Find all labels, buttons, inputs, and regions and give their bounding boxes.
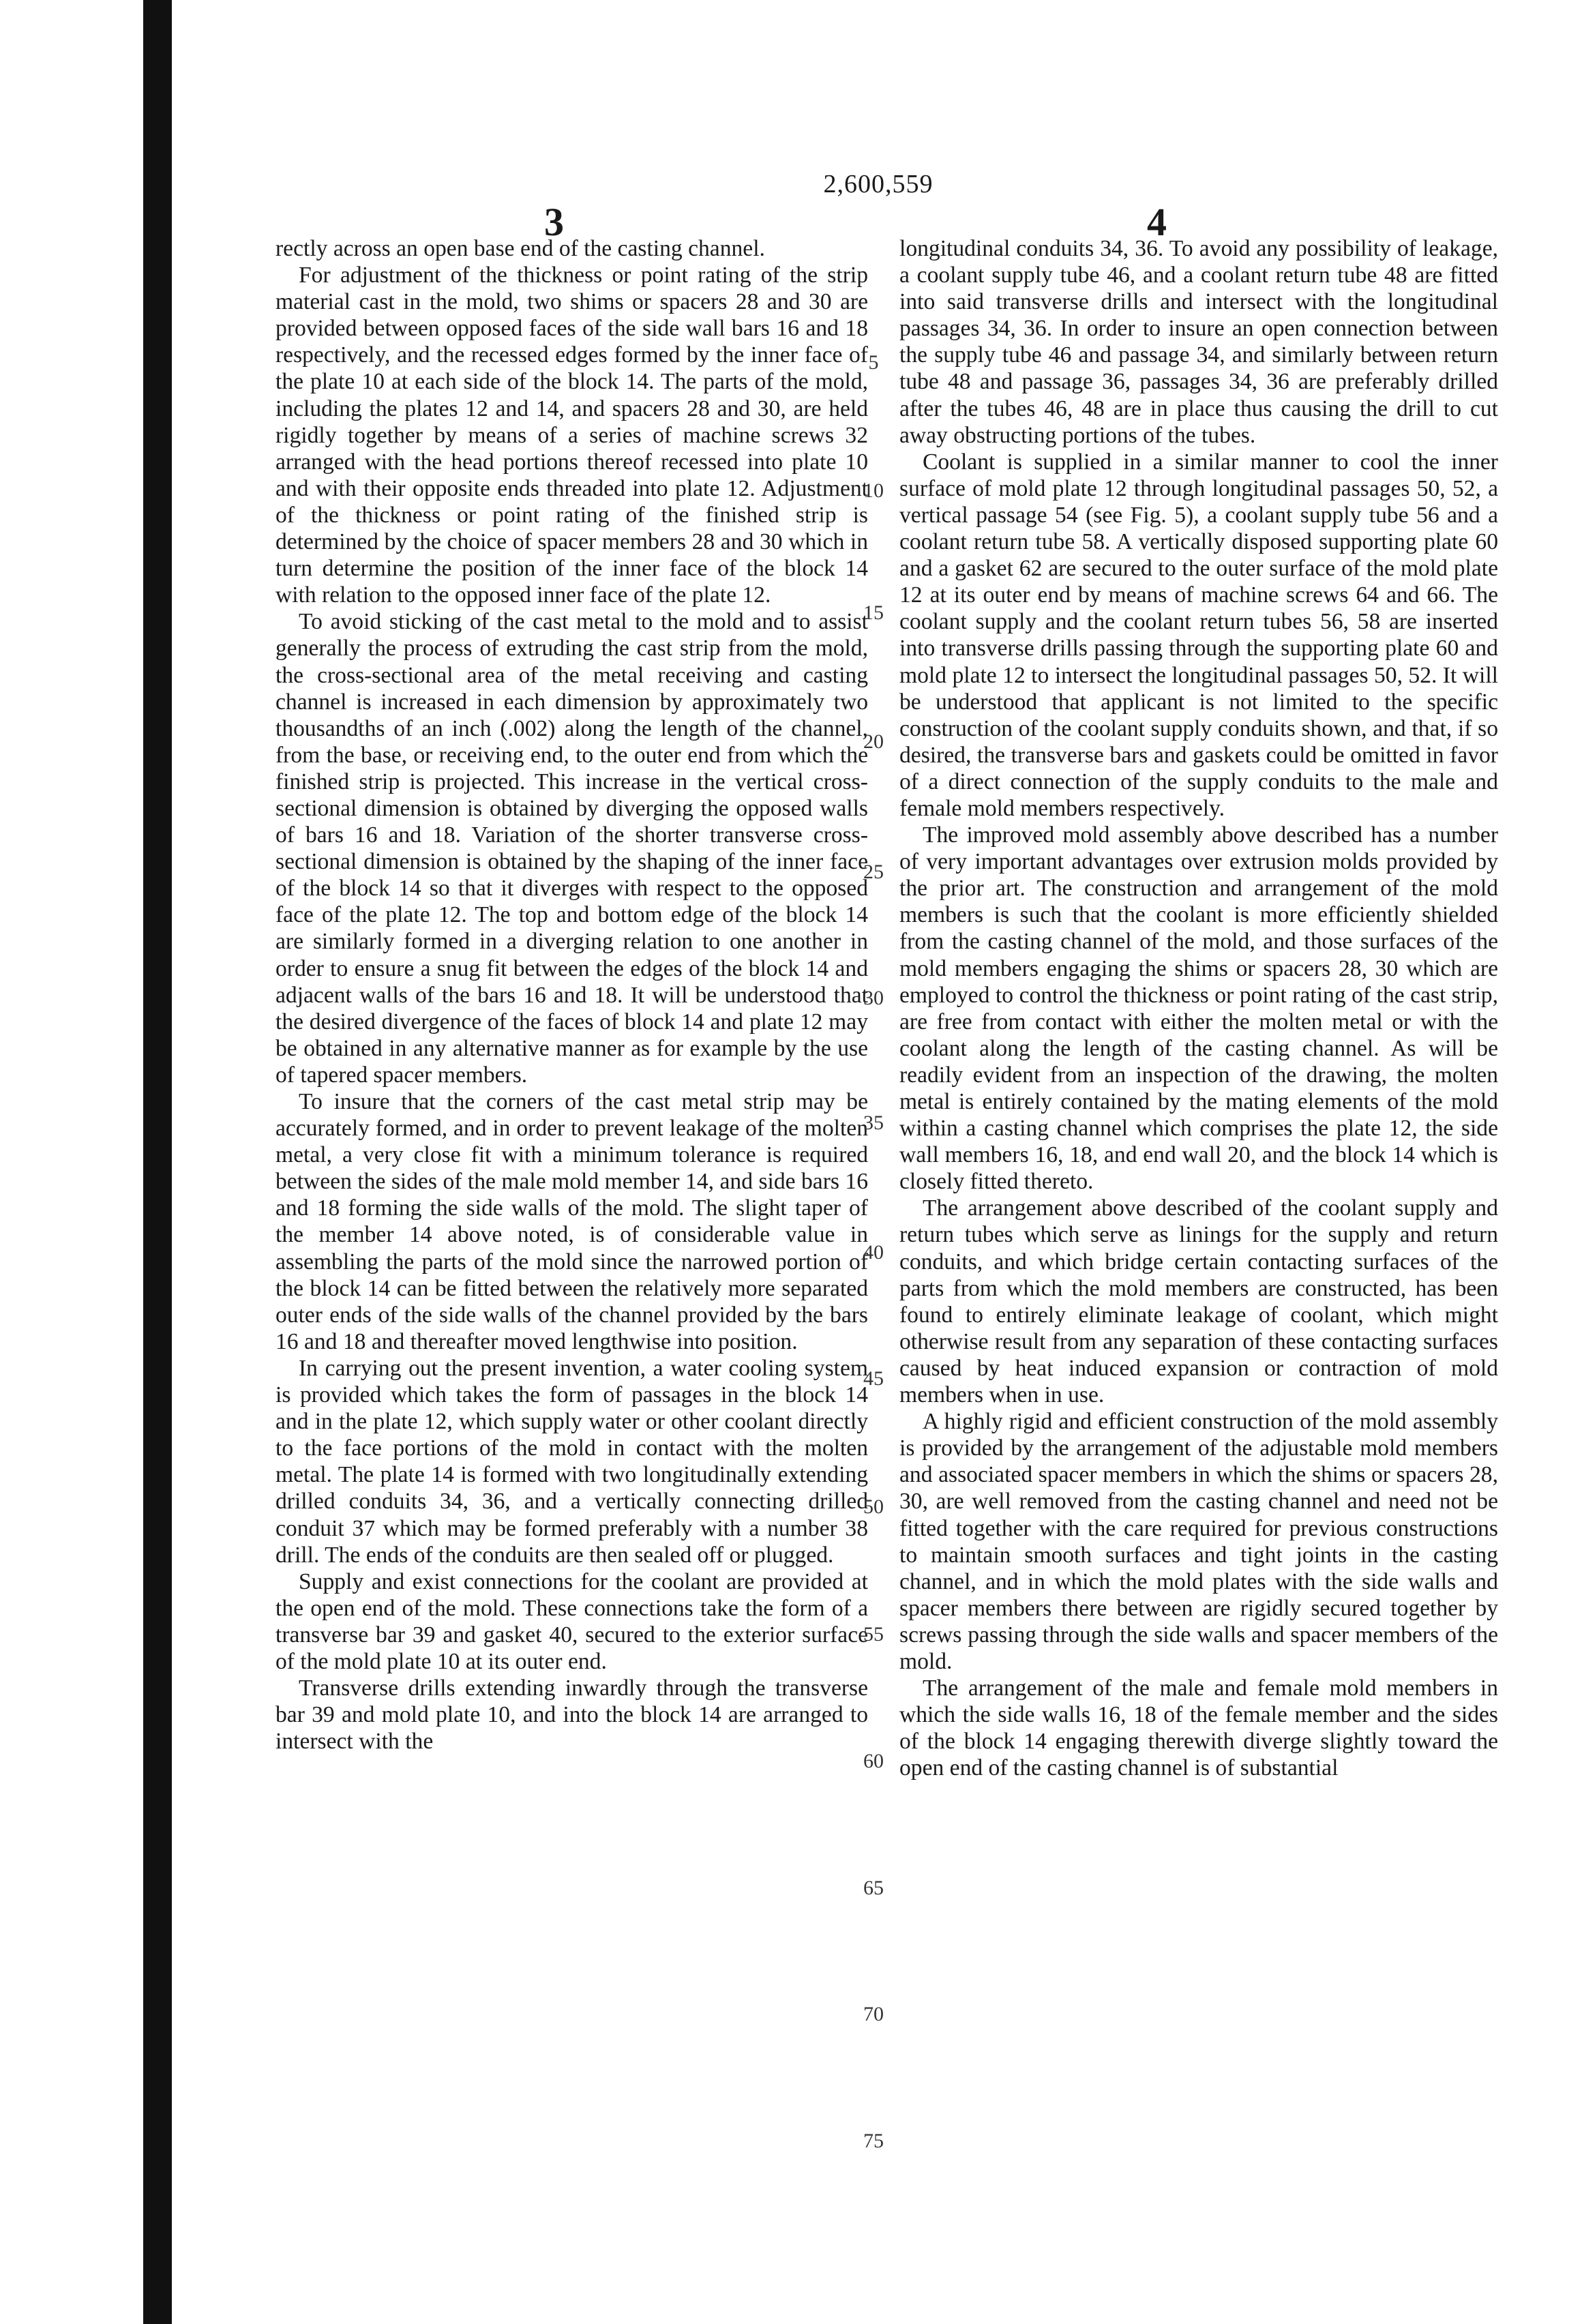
paragraph: The improved mold assembly above described has a number of very important advantages over extrusion molds provided by the prior art. The construction and arrangement of the mold members is such that the coolant is more efficiently shielded from the casting channel of the mold, and those surfaces of the mold members engaging the shims or spacers 28, 30 which are employed to control the thickness or point rating of the cast strip, are free from contact with either the molten metal or with the coolant along the length of the casting channel. As will be readily evident from an inspection of the drawing, the molten metal is entirely contained by the mating elements of the mold within a casting channel which comprises the plate 12, the side wall members 16, 18, and end wall 20, and the block 14 which is closely fitted thereto. xyxy=(899,822,1498,1195)
line-number: 10 xyxy=(863,479,884,502)
left-text-column xyxy=(275,235,868,1755)
paragraph: In carrying out the present invention, a water cooling system is provided which takes the form of passages in the block 14 and in the plate 12, which supply water or other coolant directly to the face portions of the mold in contact with the molten metal. The plate 14 is formed with two longitudinally extending drilled conduits 34, 36, and a vertically connecting drilled conduit 37 which may be formed preferably with a number 38 drill. The ends of the conduits are then sealed off or plugged. xyxy=(275,1355,868,1568)
line-number: 15 xyxy=(863,601,884,624)
line-number: 30 xyxy=(863,987,884,1009)
line-number: 55 xyxy=(863,1623,884,1645)
right-text-column xyxy=(899,235,1498,1781)
paragraph: longitudinal conduits 34, 36. To avoid any possibility of leakage, a coolant supply tube 46, and a coolant return tube 48 are fitted into said transverse drills and intersect with the longitudinal passages 34, 36. In order to insure an open connection between the supply tube 46 and passage 34, and similarly between return tube 48 and passage 36, passages 34, 36 are preferably drilled after the tubes 46, 48 are in place thus causing the drill to cut away obstructing portions of the tubes. xyxy=(899,236,1498,448)
scan-edge-bar xyxy=(143,0,172,2324)
paragraph: Supply and exist connections for the coolant are provided at the open end of the mold. These connections take the form of a transverse bar 39 and gasket 40, secured to the exterior surface of the mold plate 10 at its outer end. xyxy=(275,1568,868,1674)
paragraph: Coolant is supplied in a similar manner to cool the inner surface of mold plate 12 through longitudinal passages 50, 52, a vertical passage 54 (see Fig. 5), a coolant supply tube 56 and a coolant return tube 58. A vertically disposed supporting plate 60 and a gasket 62 are secured to the outer surface of the mold plate 12 at its outer end by means of machine screws 64 and 66. The coolant supply and the coolant return tubes 56, 58 are inserted into transverse drills passing through the supporting plate 60 and mold plate 12 to intersect the longitudinal passages 50, 52. It will be understood that applicant is not limited to the specific construction of the coolant supply conduits shown, and that, if so desired, the transverse bars and gaskets could be omitted in favor of a direct connection of the supply conduits to the male and female mold members respectively. xyxy=(899,449,1498,821)
line-number: 25 xyxy=(863,861,884,883)
line-number: 60 xyxy=(863,1750,884,1772)
line-number: 75 xyxy=(863,2130,884,2152)
line-number: 5 xyxy=(868,351,879,374)
paragraph: The arrangement above described of the coolant supply and return tubes which serve as linings for the supply and return conduits, and which bridge certain contacting surfaces of the parts from which the mold members are constructed, has been found to entirely eliminate leakage of coolant, which might otherwise result from any separation of these contacting surfaces caused by heat induced expansion or contraction of mold members when in use. xyxy=(899,1195,1498,1408)
right-page-number: 4 xyxy=(1147,200,1167,244)
line-number: 70 xyxy=(863,2003,884,2025)
patent-number: 2,600,559 xyxy=(823,170,934,198)
paragraph: To avoid sticking of the cast metal to the mold and to assist generally the process of extruding the cast strip from the mold, the cross-sectional area of the metal receiving and casting channel is increased in each dimension by approximately two thousandths of an inch (.002) along the length of the channel, from the base, or receiving end, to the outer end from which the finished strip is projected. This increase in the vertical cross-sectional dimension is obtained by diverging the opposed walls of bars 16 and 18. Variation of the shorter transverse cross-sectional dimension is obtained by the shaping of the inner face of the block 14 so that it diverges with respect to the opposed face of the plate 12. The top and bottom edge of the block 14 are similarly formed in a diverging relation to one another in order to ensure a snug fit between the edges of the block 14 and adjacent walls of the bars 16 and 18. It will be understood that the desired divergence of the faces of block 14 and plate 12 may be obtained in any alternative manner as for example by the use of tapered spacer members. xyxy=(275,609,868,1088)
paragraph: The arrangement of the male and female mold members in which the side walls 16, 18 of the female member and the sides of the block 14 engaging therewith diverge slightly toward the open end of the casting channel is of substantial xyxy=(899,1675,1498,1781)
paragraph: A highly rigid and efficient construction of the mold assembly is provided by the arrangement of the adjustable mold members and associated spacer members in which the shims or spacers 28, 30, are well removed from the casting channel and need not be fitted together with the care required for previous constructions to maintain smooth surfaces and tight joints in the casting channel, and in which the mold plates with the side walls and spacer members there between are rigidly secured together by screws passing through the side walls and spacer members of the mold. xyxy=(899,1409,1498,1674)
line-number: 40 xyxy=(863,1241,884,1264)
margin-line-numbers xyxy=(856,0,891,2324)
line-number: 35 xyxy=(863,1112,884,1134)
paragraph: For adjustment of the thickness or point rating of the strip material cast in the mold, two shims or spacers 28 and 30 are provided between opposed faces of the side wall bars 16 and 18 respectively, and the recessed edges formed by the inner face of the plate 10 at each side of the block 14. The parts of the mold, including the plates 12 and 14, and spacers 28 and 30, are held rigidly together by means of a series of machine screws 32 arranged with the head portions thereof recessed into plate 10 and with their opposite ends threaded into plate 12. Adjustment of the thickness or point rating of the finished strip is determined by the choice of spacer members 28 and 30 which in turn determine the position of the inner face of the block 14 with relation to the opposed inner face of the plate 12. xyxy=(275,263,868,608)
line-number: 65 xyxy=(863,1877,884,1899)
line-number: 45 xyxy=(863,1367,884,1390)
paragraph: Transverse drills extending inwardly through the transverse bar 39 and mold plate 10, and into the block 14 are arranged to intersect with the xyxy=(275,1675,868,1755)
left-page-number: 3 xyxy=(544,200,564,244)
paragraph: To insure that the corners of the cast metal strip may be accurately formed, and in order to prevent leakage of the molten metal, a very close fit with a minimum tolerance is required between the sides of the male mold member 14, and side bars 16 and 18 forming the side walls of the mold. The slight taper of the member 14 above noted, is of considerable value in assembling the parts of the mold since the narrowed portion of the block 14 can be fitted between the relatively more separated outer ends of the side walls of the channel provided by the bars 16 and 18 and thereafter moved lengthwise into position. xyxy=(275,1089,868,1354)
line-number: 50 xyxy=(863,1495,884,1518)
line-number: 20 xyxy=(863,730,884,753)
paragraph: rectly across an open base end of the casting channel. xyxy=(275,236,765,261)
